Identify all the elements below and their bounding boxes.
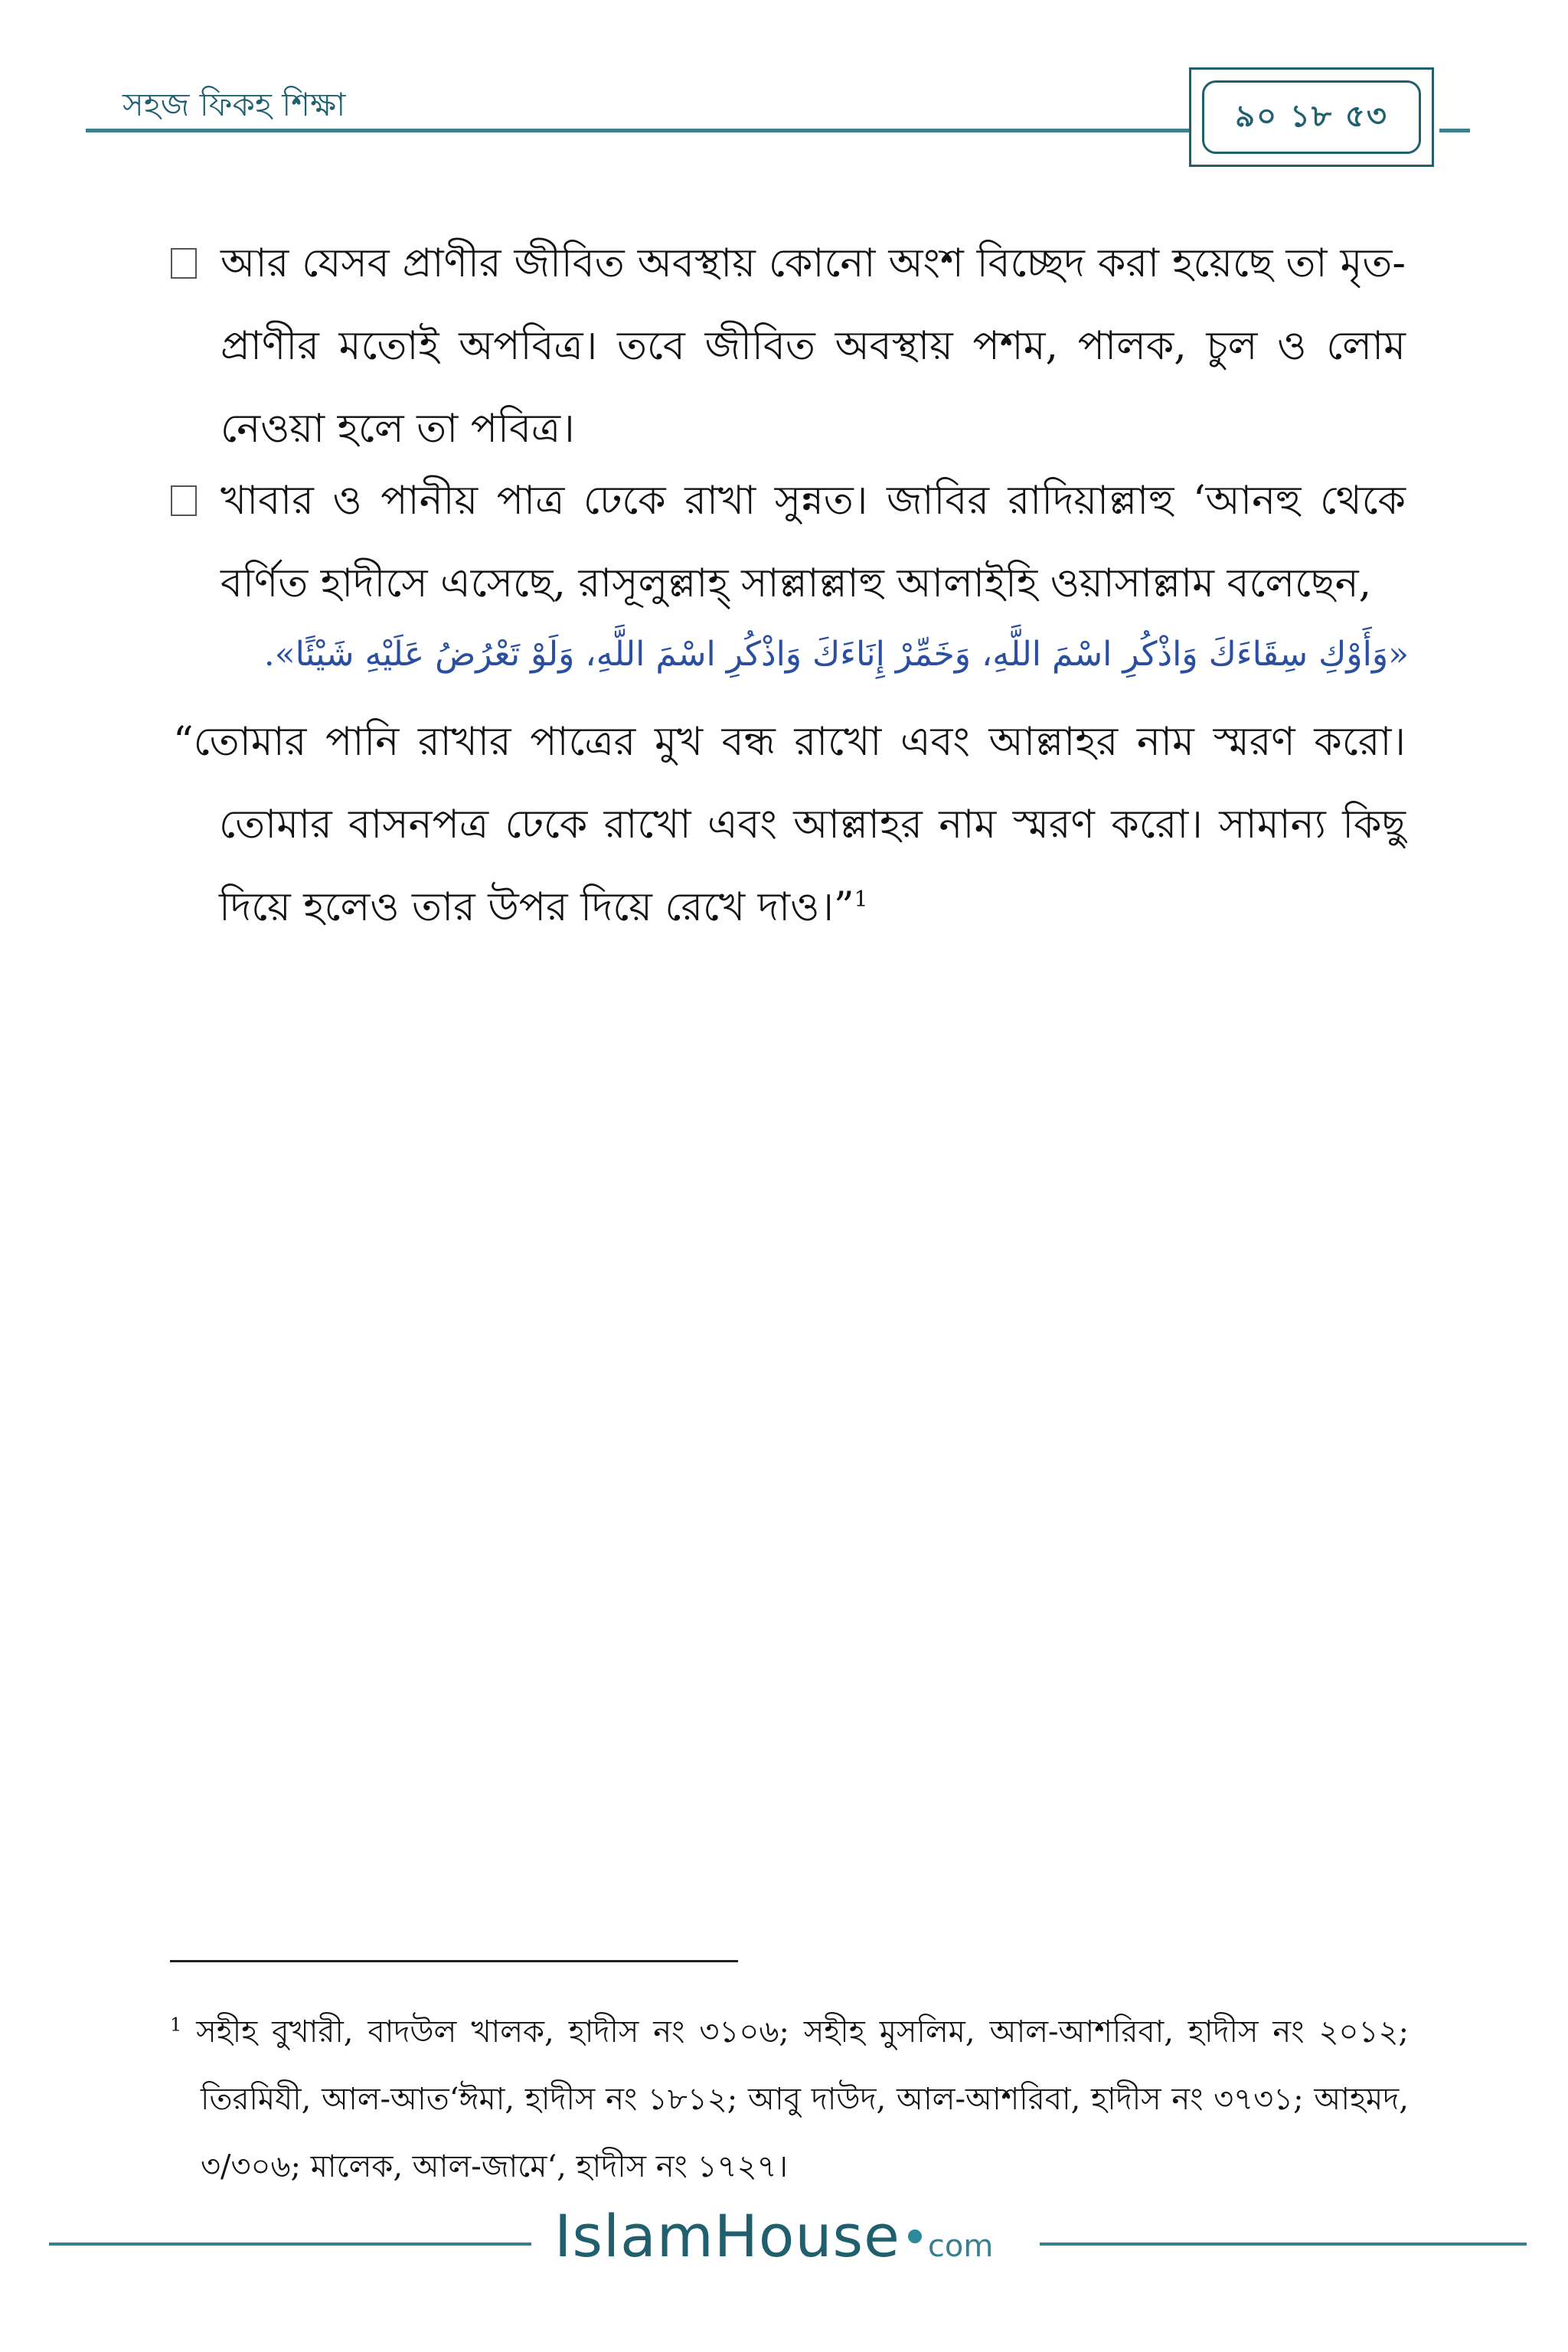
footnote-separator	[170, 1960, 738, 1962]
running-header-title: সহজ ফিকহ শিক্ষা	[122, 86, 346, 123]
footer-rule-left	[49, 2243, 531, 2246]
quote-text: “তোমার পানি রাখার পাত্রের মুখ বন্ধ রাখো এবং আল্লাহর নাম স্মরণ করো। তোমার বাসনপত্র ঢেকে রাখো এবং আল্লাহর নাম স্মরণ করো। সামান্য কিছু দিয়ে হলেও তার উপর দিয়ে রেখে দাও।”	[173, 719, 1406, 930]
hadith-translation	[173, 701, 1406, 949]
bullet-box-icon	[171, 248, 197, 279]
footnote-marker: 1	[170, 2014, 182, 2036]
bullet-paragraph-2	[173, 459, 1406, 625]
page-number-box	[1189, 67, 1434, 167]
footer-rule-right	[1040, 2243, 1527, 2246]
islamhouse-logo[interactable]	[554, 2202, 993, 2270]
arabic-hadith-text: «وَأَوْكِ سِقَاءَكَ وَاذْكُرِ اسْمَ اللَّهِ، وَخَمِّرْ إِنَاءَكَ وَاذْكُرِ اسْمَ اللَّهِ، وَلَوْ تَعْرُضُ عَلَيْهِ شَيْئًا».	[263, 635, 1409, 674]
logo-dot-icon	[908, 2230, 922, 2243]
page-number: ৯০ ১৮ ৫৩	[1202, 80, 1421, 154]
header-rule-end	[1439, 129, 1470, 132]
bullet-paragraph-1	[173, 222, 1406, 470]
footnote	[170, 1998, 1409, 2200]
logo-brand-text: IslamHouse	[554, 2202, 900, 2270]
header-rule	[86, 129, 1194, 132]
paragraph-text: খাবার ও পানীয় পাত্র ঢেকে রাখা সুন্নত। জাবির রাদিয়াল্লাহু ‘আনহু থেকে বর্ণিত হাদীসে এসেছে, রাসূলুল্লাহ্ সাল্লাল্লাহু আলাইহি ওয়াসাল্লাম বলেছেন,	[220, 478, 1406, 606]
footnote-text: সহীহ বুখারী, বাদউল খালক, হাদীস নং ৩১০৬; সহীহ মুসলিম, আল-আশরিবা, হাদীস নং ২০১২; তিরমিযী, আল-আত‘ঈমা, হাদীস নং ১৮১২; আবু দাউদ, আল-আশরিবা, হাদীস নং ৩৭৩১; আহমদ, ৩/৩০৬; মালেক, আল-জামে‘, হাদীস নং ১৭২৭।	[196, 2014, 1409, 2184]
bullet-box-icon	[171, 485, 197, 516]
footnote-reference[interactable]: 1	[854, 886, 868, 912]
paragraph-text: আর যেসব প্রাণীর জীবিত অবস্থায় কোনো অংশ বিচ্ছেদ করা হয়েছে তা মৃত-প্রাণীর মতোই অপবিত্র। তবে জীবিত অবস্থায় পশম, পালক, চুল ও লোম নেওয়া হলে তা পবিত্র।	[220, 240, 1406, 452]
logo-domain-text: com	[927, 2229, 994, 2264]
